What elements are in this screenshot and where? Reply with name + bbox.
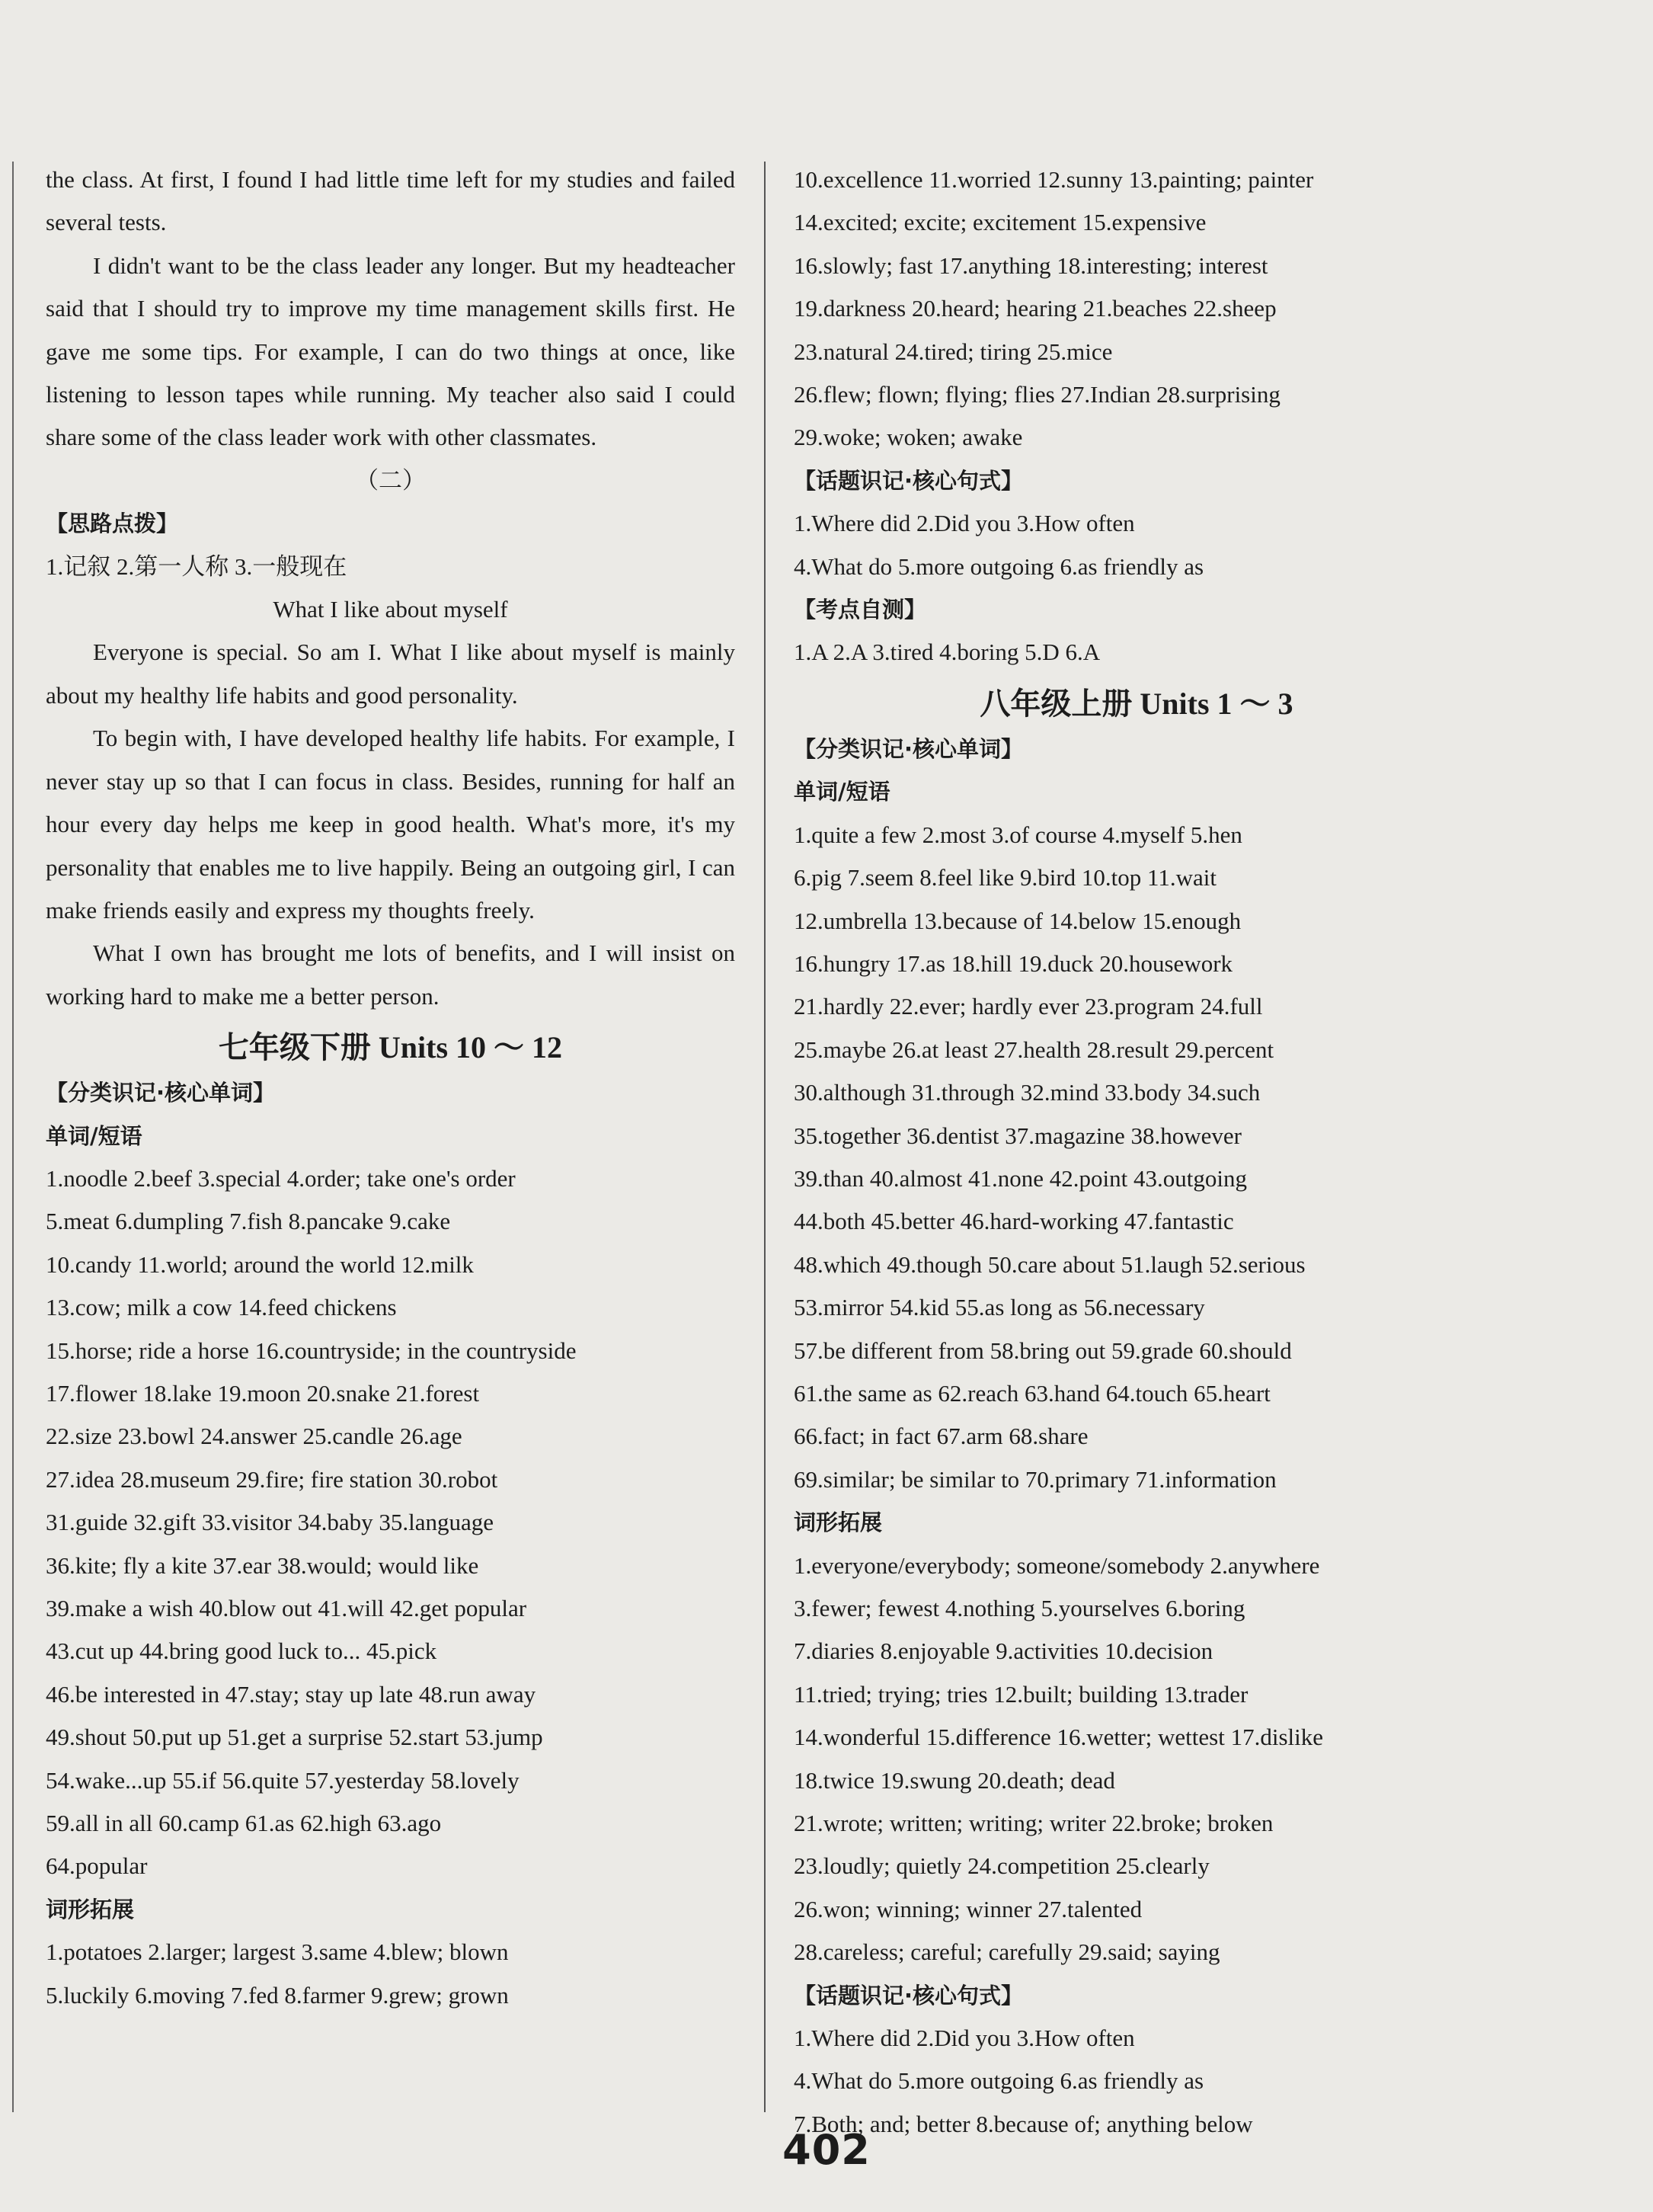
ciyan-line: 7.diaries 8.enjoyable 9.activities 10.decision (794, 1637, 1213, 1665)
word-line: 10.candy 11.world; around the world 12.milk (46, 1250, 474, 1278)
words-label: 单词/短语 (794, 779, 890, 805)
ciyan-line: 11.tried; trying; tries 12.built; building 13.trader (794, 1680, 1249, 1708)
huati-line: 4.What do 5.more outgoing 6.as friendly as (794, 2067, 1204, 2095)
word-line: 1.noodle 2.beef 3.special 4.order; take one's order (46, 1164, 516, 1192)
huati-line: 1.Where did 2.Did you 3.How often (794, 2025, 1135, 2052)
ciyan-line: 21.wrote; written; writing; writer 22.broke; broken (794, 1810, 1274, 1837)
huati-tag: 【话题识记·核心句式】 (794, 1982, 1024, 2009)
word-line: 21.hardly 22.ever; hardly ever 23.program 24.full (794, 993, 1263, 1020)
ciyan-cont-line: 23.natural 24.tired; tiring 25.mice (794, 338, 1113, 365)
ciyan-line: 3.fewer; fewest 4.nothing 5.yourselves 6.boring (794, 1595, 1245, 1621)
word-line: 27.idea 28.museum 29.fire; fire station 30.robot (46, 1465, 498, 1493)
page-number: 402 (782, 2126, 871, 2174)
unit-title-grade8: 八年级上册 Units 1 ～ 3 (980, 686, 1293, 721)
ciyan-cont-line: 14.excited; excite; excitement 15.expensive (794, 209, 1207, 236)
word-line: 39.than 40.almost 41.none 42.point 43.outgoing (794, 1164, 1247, 1192)
word-line: 25.maybe 26.at least 27.health 28.result 29.percent (794, 1036, 1274, 1063)
word-line: 53.mirror 54.kid 55.as long as 56.necessary (794, 1294, 1205, 1321)
kaodian-tag: 【考点自测】 (794, 597, 927, 623)
essay-paragraph-3: What I own has brought me lots of benefits, and I will insist on working hard to make me a better person. (46, 940, 735, 1010)
ciyan-label: 词形拓展 (46, 1896, 135, 1922)
ciyan-cont-line: 16.slowly; fast 17.anything 18.interesting; interest (794, 251, 1268, 279)
word-line: 1.quite a few 2.most 3.of course 4.myself 5.hen (794, 821, 1242, 848)
ciyan-line: 26.won; winning; winner 27.talented (794, 1895, 1143, 1922)
silu-text: 1.记叙 2.第一人称 3.一般现在 (46, 552, 347, 580)
huati-line: 1.Where did 2.Did you 3.How often (794, 510, 1135, 537)
unit-title-grade7: 七年级下册 Units 10 ～ 12 (218, 1030, 563, 1065)
word-line: 49.shout 50.put up 51.get a surprise 52.start 53.jump (46, 1724, 543, 1751)
word-line: 48.which 49.though 50.care about 51.laugh 52.serious (794, 1250, 1306, 1278)
ciyan-line: 5.luckily 6.moving 7.fed 8.farmer 9.grew; grown (46, 1981, 509, 2009)
essay-paragraph-1: Everyone is special. So am I. What I like about myself is mainly about my healthy life habits and good personality. (46, 639, 735, 709)
ciyan-cont-line: 29.woke; woken; awake (794, 424, 1023, 451)
ciyan-line: 18.twice 19.swung 20.death; dead (794, 1766, 1115, 1794)
huati-line: 4.What do 5.more outgoing 6.as friendly as (794, 552, 1204, 580)
ciyan-line: 1.potatoes 2.larger; largest 3.same 4.blew; blown (46, 1938, 509, 1966)
word-line: 30.although 31.through 32.mind 33.body 34.such (794, 1079, 1261, 1106)
ciyan-cont-line: 19.darkness 20.heard; hearing 21.beaches 22.sheep (794, 295, 1277, 322)
word-line: 31.guide 32.gift 33.visitor 34.baby 35.language (46, 1509, 494, 1536)
left-column (46, 158, 735, 2017)
huati-tag: 【话题识记·核心句式】 (794, 467, 1024, 494)
left-margin-rule (12, 162, 14, 2112)
right-column (794, 158, 1479, 2146)
essay-title: What I like about myself (273, 596, 508, 623)
ciyan-label: 词形拓展 (794, 1509, 883, 1536)
word-line: 5.meat 6.dumpling 7.fish 8.pancake 9.cake (46, 1208, 451, 1235)
intro-paragraph-1: the class. At first, I found I had little time left for my studies and failed several tests. (46, 166, 735, 236)
word-line: 17.flower 18.lake 19.moon 20.snake 21.forest (46, 1379, 480, 1407)
word-line: 13.cow; milk a cow 14.feed chickens (46, 1294, 397, 1321)
section-two-heading: （二） (355, 466, 426, 494)
word-line: 54.wake...up 55.if 56.quite 57.yesterday 58.lovely (46, 1766, 520, 1794)
column-divider (764, 162, 766, 2112)
ciyan-line: 28.careless; careful; carefully 29.said; saying (794, 1938, 1220, 1966)
word-line: 59.all in all 60.camp 61.as 62.high 63.ago (46, 1810, 442, 1837)
word-line: 46.be interested in 47.stay; stay up late 48.run away (46, 1680, 536, 1708)
kaodian-line: 1.A 2.A 3.tired 4.boring 5.D 6.A (794, 639, 1101, 666)
silu-tag: 【思路点拨】 (46, 511, 179, 537)
word-line: 12.umbrella 13.because of 14.below 15.enough (794, 907, 1242, 934)
word-line: 22.size 23.bowl 24.answer 25.candle 26.age (46, 1423, 462, 1450)
word-line: 43.cut up 44.bring good luck to... 45.pick (46, 1637, 437, 1665)
word-line: 44.both 45.better 46.hard-working 47.fantastic (794, 1208, 1234, 1235)
ciyan-line: 14.wonderful 15.difference 16.wetter; wettest 17.dislike (794, 1724, 1324, 1751)
fenlei-tag: 【分类识记·核心单词】 (794, 735, 1024, 762)
intro-paragraph-2: I didn't want to be the class leader any longer. But my headteacher said that I should try to improve my time management skills first. He gave me some tips. For example, I can do two things at once, like listening to lesson tapes while running. My teacher also said I could share some of the class leader work with other classmates. (46, 251, 735, 451)
word-line: 15.horse; ride a horse 16.countryside; in the countryside (46, 1336, 577, 1364)
ciyan-line: 1.everyone/everybody; someone/somebody 2.anywhere (794, 1551, 1320, 1579)
fenlei-tag: 【分类识记·核心单词】 (46, 1080, 276, 1106)
word-line: 6.pig 7.seem 8.feel like 9.bird 10.top 11.wait (794, 864, 1217, 892)
word-line: 69.similar; be similar to 70.primary 71.information (794, 1465, 1277, 1493)
word-line: 64.popular (46, 1852, 148, 1880)
word-line: 57.be different from 58.bring out 59.grade 60.should (794, 1336, 1292, 1364)
word-line: 61.the same as 62.reach 63.hand 64.touch 65.heart (794, 1379, 1271, 1407)
essay-paragraph-2: To begin with, I have developed healthy life habits. For example, I never stay up so that I can focus in class. Besides, running for half an hour every day helps me keep in good health. What's more, it's my personality that enables me to live happily. Being an outgoing girl, I can make friends easily and express my thoughts freely. (46, 725, 735, 924)
word-line: 35.together 36.dentist 37.magazine 38.however (794, 1122, 1242, 1149)
ciyan-line: 23.loudly; quietly 24.competition 25.clearly (794, 1852, 1210, 1880)
word-line: 66.fact; in fact 67.arm 68.share (794, 1423, 1089, 1450)
word-line: 39.make a wish 40.blow out 41.will 42.get popular (46, 1595, 527, 1621)
huati-line: 7.Both; and; better 8.because of; anything below (794, 2110, 1253, 2137)
words-label: 单词/短语 (46, 1122, 142, 1149)
ciyan-cont-line: 26.flew; flown; flying; flies 27.Indian 28.surprising (794, 381, 1281, 408)
word-line: 36.kite; fly a kite 37.ear 38.would; would like (46, 1551, 479, 1579)
ciyan-cont-line: 10.excellence 11.worried 12.sunny 13.painting; painter (794, 166, 1314, 193)
word-line: 16.hungry 17.as 18.hill 19.duck 20.housework (794, 949, 1233, 977)
